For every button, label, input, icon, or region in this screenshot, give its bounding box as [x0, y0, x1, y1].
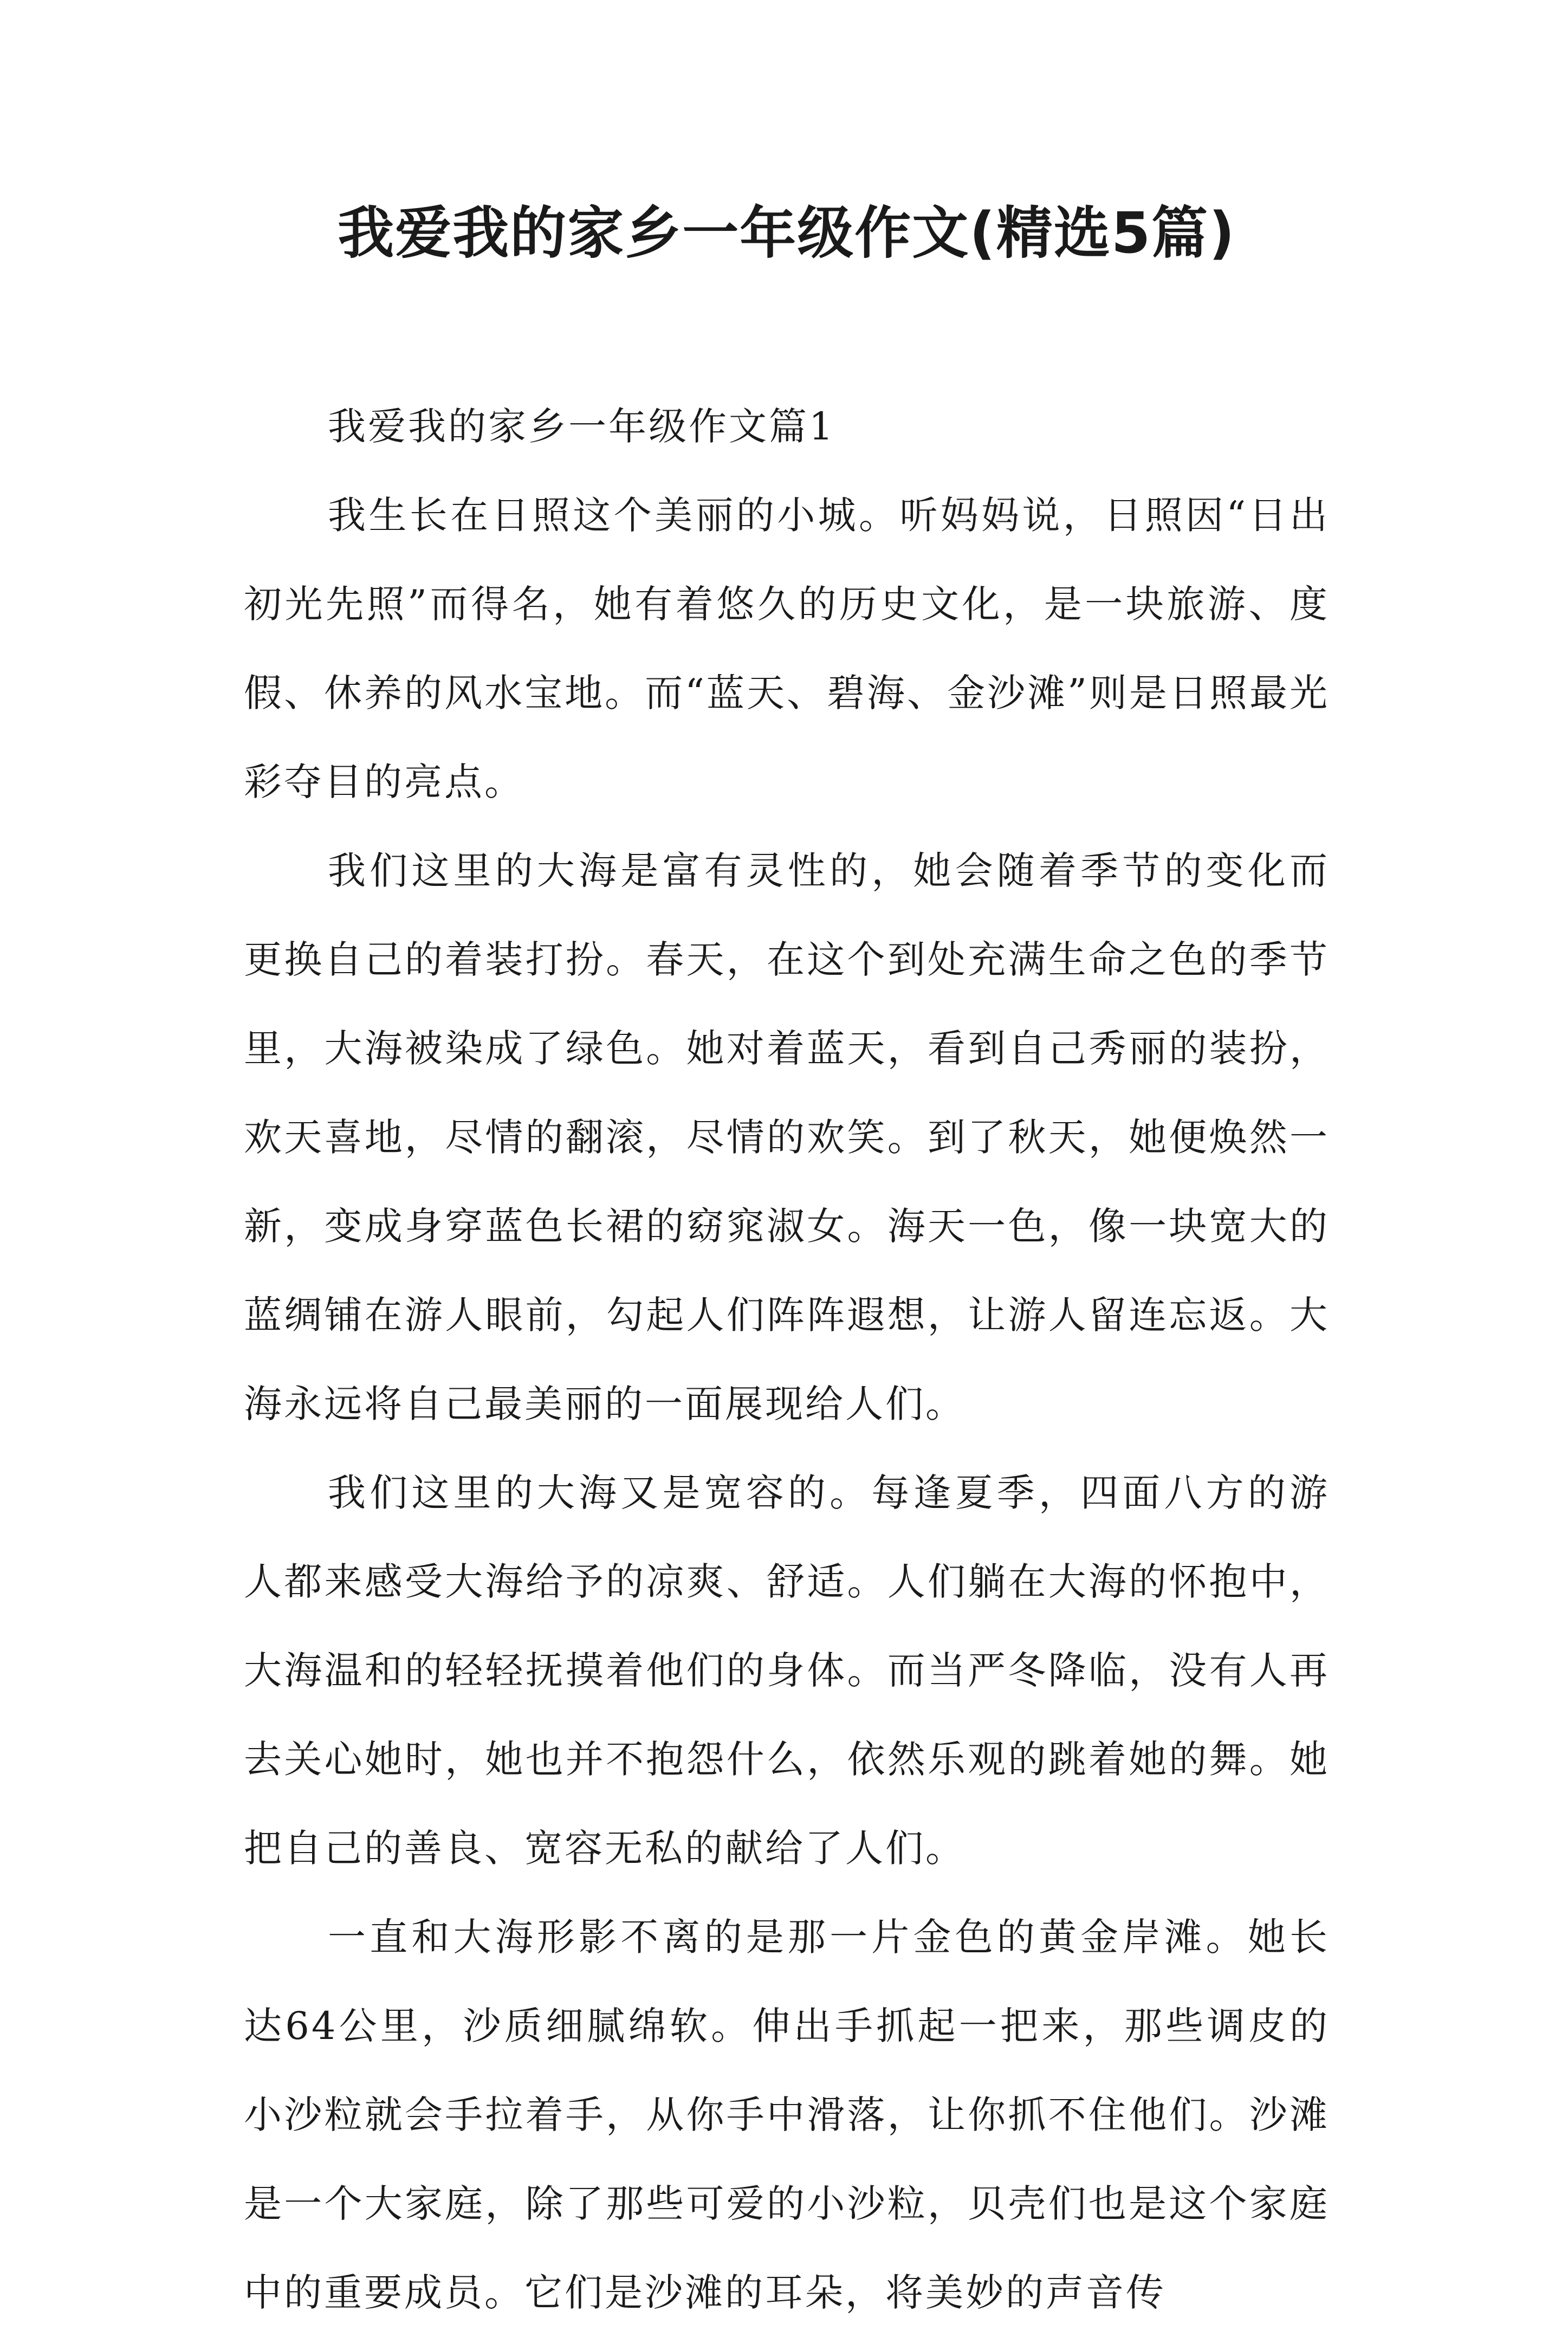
- paragraph-2: 我们这里的大海是富有灵性的，她会随着季节的变化而更换自己的着装打扮。春天，在这个到处充满生命之色的季节里，大海被染成了绿色。她对着蓝天，看到自己秀丽的装扮，欢天喜地，尽情的翻滚，尽情的欢笑。到了秋天，她便焕然一新，变成身穿蓝色长裙的窈窕淑女。海天一色，像一块宽大的蓝绸铺在游人眼前，勾起人们阵阵遐想，让游人留连忘返。大海永远将自己最美丽的一面展现给人们。: [244, 849, 1330, 1426]
- paragraph-1: 我生长在日照这个美丽的小城。听妈妈说，日照因“日出初光先照”而得名，她有着悠久的历史文化，是一块旅游、度假、休养的风水宝地。而“蓝天、碧海、金沙滩”则是日照最光彩夺目的亮点。: [244, 493, 1330, 804]
- document-title: 我爱我的家乡一年级作文(精选5篇): [338, 200, 1236, 266]
- document-body: [244, 382, 1330, 2337]
- paragraph-3: 我们这里的大海又是宽容的。每逢夏季，四面八方的游人都来感受大海给予的凉爽、舒适。人们躺在大海的怀抱中，大海温和的轻轻抚摸着他们的身体。而当严冬降临，没有人再去关心她时，她也并不抱怨什么，依然乐观的跳着她的舞。她把自己的善良、宽容无私的献给了人们。: [244, 1471, 1330, 1870]
- paragraph-4: 一直和大海形影不离的是那一片金色的黄金岸滩。她长达64公里，沙质细腻绵软。伸出手抓起一把来，那些调皮的小沙粒就会手拉着手，从你手中滑落，让你抓不住他们。沙滩是一个大家庭，除了那些可爱的小沙粒，贝壳们也是这个家庭中的重要成员。它们是沙滩的耳朵，将美妙的声音传: [244, 1915, 1330, 2315]
- section-heading: 我爱我的家乡一年级作文篇1: [328, 404, 835, 449]
